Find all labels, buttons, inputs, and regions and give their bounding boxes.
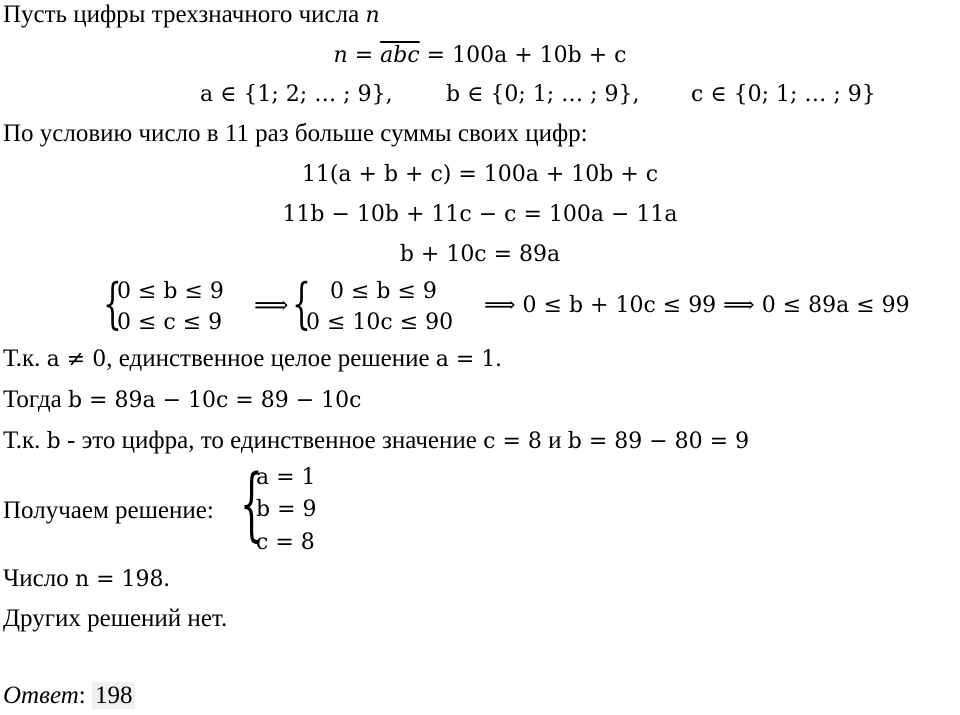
- system-1-row: 0 ≤ b ≤ 9: [117, 279, 224, 304]
- domain-b: b ∈ {0; 1; … ; 9},: [446, 82, 640, 107]
- equation-1: 11(a + b + c) = 100a + 10b + c: [301, 162, 659, 187]
- math: c = 8: [483, 429, 542, 454]
- domain-a: a ∈ {1; 2; … ; 9},: [200, 82, 393, 107]
- math: b: [46, 429, 61, 454]
- reason-line-1: [3, 344, 502, 375]
- text: :: [78, 682, 92, 709]
- brace-icon: {: [292, 272, 311, 335]
- answer-line: [3, 681, 135, 711]
- system-1: [103, 272, 253, 340]
- domain-c: c ∈ {0; 1; … ; 9}: [691, 82, 876, 107]
- text: .: [163, 565, 170, 592]
- answer-value: 198: [92, 682, 136, 709]
- inequality-chain: ⟹ 0 ≤ b + 10c ≤ 99 ⟹ 0 ≤ 89a ≤ 99: [484, 293, 910, 318]
- text: - это цифра, то единственное значение: [60, 427, 484, 454]
- equation-2: 11b − 10b + 11c − c = 100a − 11a: [282, 202, 678, 227]
- condition-text: По условию число в 11 раз больше суммы своих цифр:: [3, 120, 588, 147]
- reason-line-2: [3, 426, 749, 457]
- text: Тогда: [3, 386, 68, 413]
- solution-row: a = 1: [256, 465, 316, 490]
- no-other-solutions: Других решений нет.: [3, 605, 228, 632]
- solution-row: b = 9: [256, 497, 317, 522]
- math: b = 89a − 10c = 89 − 10c: [67, 388, 362, 413]
- system-2-row: 0 ≤ 10c ≤ 90: [306, 310, 454, 335]
- system-1-row: 0 ≤ c ≤ 9: [117, 310, 223, 335]
- text: , единственное целое решение: [106, 345, 436, 372]
- brace-icon: {: [240, 457, 263, 550]
- text: .: [495, 345, 502, 372]
- text: Число: [3, 565, 75, 592]
- solution-label: Получаем решение:: [3, 497, 214, 524]
- system-2: [292, 272, 482, 340]
- implies-arrow: ⟹: [254, 291, 289, 319]
- eq-n-eq: =: [347, 43, 381, 68]
- math: b = 89 − 80 = 9: [567, 429, 750, 454]
- intro-line: [3, 0, 380, 31]
- then-line: [3, 385, 361, 416]
- text: и: [541, 427, 568, 454]
- eq-n-digits: $\overline{abc}$: [380, 43, 420, 68]
- eq-n-lhs: n: [333, 43, 348, 68]
- intro-var: n: [365, 3, 380, 28]
- brace-icon: {: [103, 272, 122, 335]
- intro-text: Пусть цифры трехзначного числа: [3, 1, 366, 28]
- text: Т.к.: [3, 427, 47, 454]
- answer-label: Ответ: [3, 682, 79, 709]
- solution-system: [240, 457, 360, 558]
- number-line: [3, 564, 170, 595]
- math: a ≠ 0: [46, 347, 107, 372]
- equation-3: b + 10c = 89a: [399, 242, 561, 267]
- math: n = 198: [74, 567, 164, 592]
- math: a = 1: [435, 347, 496, 372]
- solution-row: c = 8: [256, 530, 315, 555]
- eq-n-rhs: = 100a + 10b + c: [419, 43, 627, 68]
- text: Т.к.: [3, 345, 47, 372]
- number-definition: [0, 40, 960, 71]
- system-2-row: 0 ≤ b ≤ 9: [330, 279, 437, 304]
